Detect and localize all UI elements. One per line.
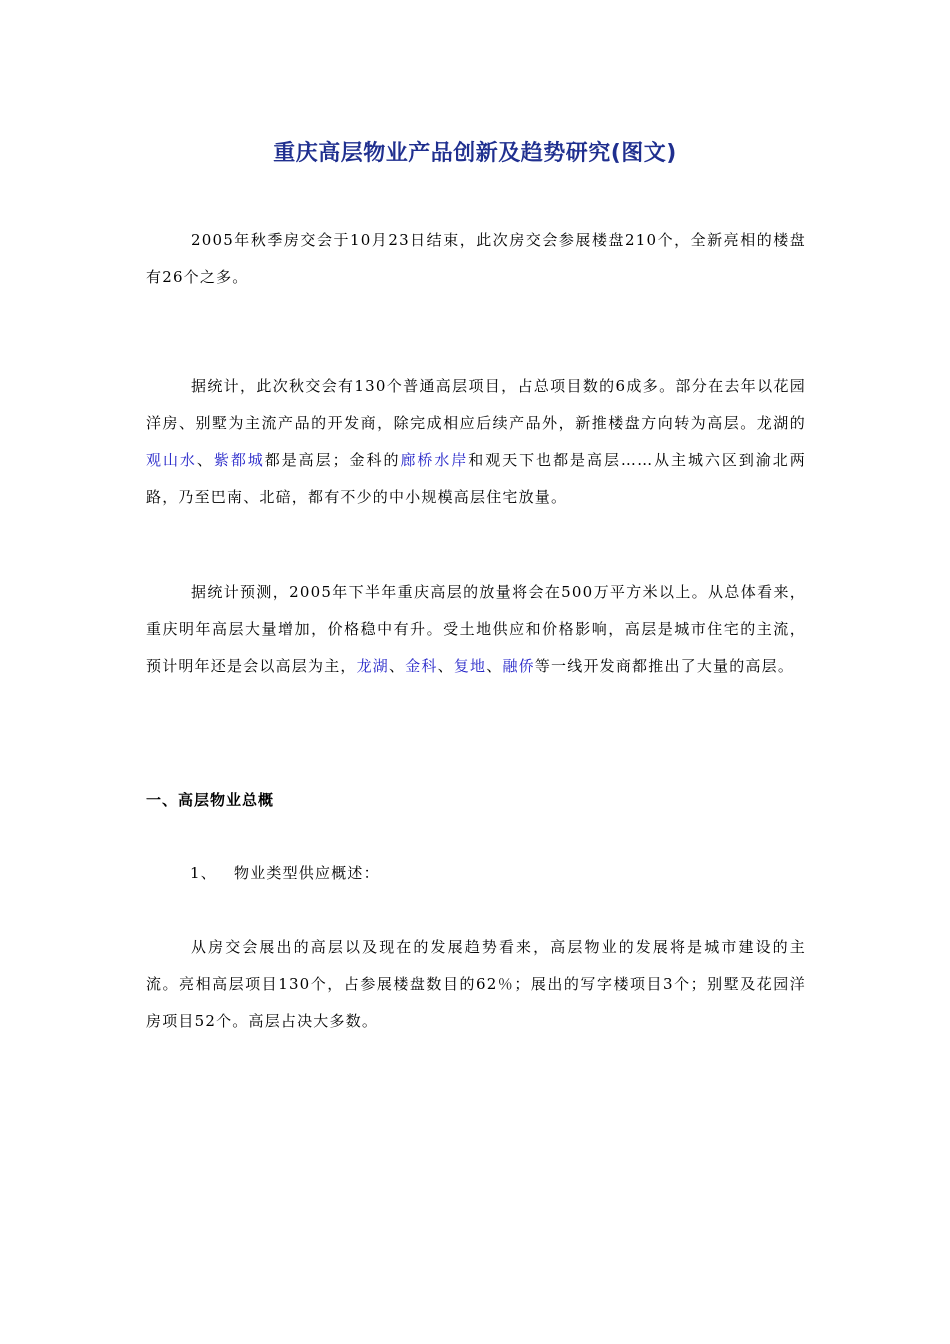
paragraph-forecast-text-4: 、 — [486, 657, 503, 675]
paragraph-statistics-text-4: 和观天下也都是高层……从主城六区到渝北两路，乃至巴南、北碚，都有不少的中小规模高层住宅放量。 — [146, 451, 806, 506]
link-guanshanshui[interactable]: 观山水 — [146, 451, 197, 469]
subsection-number: 1、 — [190, 864, 217, 882]
link-longhu[interactable]: 龙湖 — [356, 657, 390, 675]
paragraph-statistics — [146, 368, 806, 516]
paragraph-intro — [146, 222, 806, 296]
paragraph-intro-text: 2005年秋季房交会于10月23日结束，此次房交会参展楼盘210个，全新亮相的楼盘有26个之多。 — [146, 231, 806, 286]
link-ziducheng[interactable]: 紫都城 — [213, 451, 265, 469]
link-fudi[interactable]: 复地 — [453, 657, 487, 675]
paragraph-forecast-text-1: 据统计预测，2005年下半年重庆高层的放量将会在500万平方米以上。从总体看来，重庆明年高层大量增加，价格稳中有升。受土地供应和价格影响，高层是城市住宅的主流，预计明年还是会以高层为主， — [146, 583, 806, 675]
paragraph-statistics-text-2: 、 — [196, 451, 214, 469]
paragraph-forecast — [146, 574, 806, 685]
paragraph-forecast-text-5: 等一线开发商都推出了大量的高层。 — [534, 657, 795, 675]
link-langqiaoshuian[interactable]: 廊桥水岸 — [400, 451, 469, 469]
link-jinke[interactable]: 金科 — [405, 657, 438, 675]
paragraph-supply-overview-text: 从房交会展出的高层以及现在的发展趋势看来，高层物业的发展将是城市建设的主流。亮相高层项目130个，占参展楼盘数目的62％；展出的写字楼项目3个；别墅及花园洋房项目52个。高层占决大多数。 — [146, 938, 806, 1030]
subsection-heading-supply — [190, 862, 380, 883]
paragraph-statistics-text-3: 都是高层；金科的 — [264, 451, 401, 469]
paragraph-statistics-text-1: 据统计，此次秋交会有130个普通高层项目，占总项目数的6成多。部分在去年以花园洋房、别墅为主流产品的开发商，除完成相应后续产品外，新推楼盘方向转为高层。龙湖的 — [146, 377, 806, 432]
link-rongqiao[interactable]: 融侨 — [502, 657, 535, 675]
paragraph-forecast-text-3: 、 — [437, 657, 454, 675]
subsection-title: 物业类型供应概述： — [234, 864, 380, 882]
paragraph-forecast-text-2: 、 — [389, 657, 406, 675]
section-heading-overview: 一、高层物业总概 — [146, 791, 275, 809]
paragraph-supply-overview — [146, 929, 806, 1040]
document-title: 重庆高层物业产品创新及趋势研究(图文) — [273, 141, 677, 166]
